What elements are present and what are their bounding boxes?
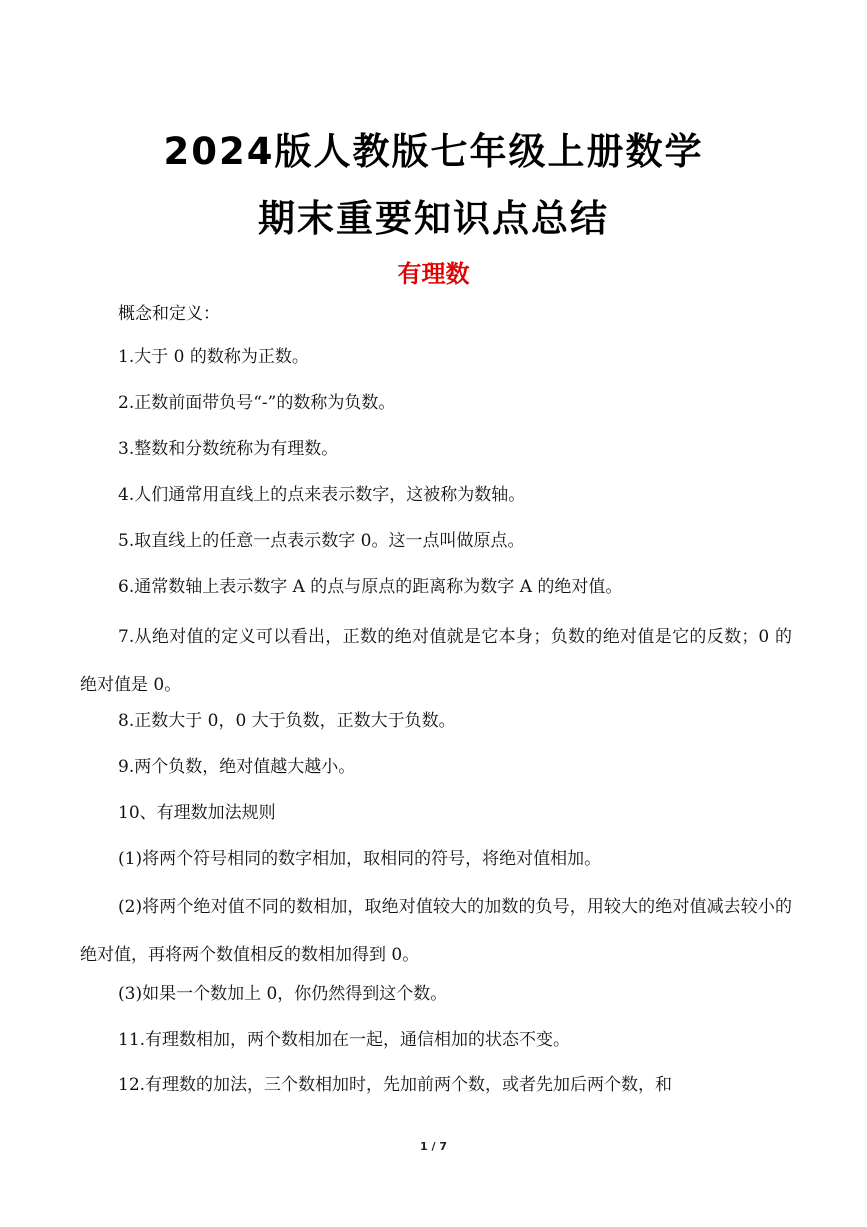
paragraph-item-6: 6.通常数轴上表示数字 A 的点与原点的距离称为数字 A 的绝对值。 — [118, 577, 623, 597]
paragraph-item-9: 9.两个负数，绝对值越大越小。 — [118, 757, 356, 777]
paragraph-rule-3: (3)如果一个数加上 0，你仍然得到这个数。 — [118, 984, 448, 1004]
paragraph-item-4: 4.人们通常用直线上的点来表示数字，这被称为数轴。 — [118, 485, 526, 505]
document-title-line-2: 期末重要知识点总结 — [258, 197, 609, 240]
document-title-line-1: 2024版人教版七年级上册数学 — [163, 130, 704, 173]
page-number: 1 / 7 — [420, 1140, 447, 1153]
paragraph-item-12: 12.有理数的加法，三个数相加时，先加前两个数，或者先加后两个数，和 — [118, 1075, 673, 1095]
paragraph-item-10: 10、有理数加法规则 — [118, 803, 276, 823]
paragraph-item-8: 8.正数大于 0，0 大于负数，正数大于负数。 — [118, 711, 456, 731]
paragraph-rule-2: (2)将两个绝对值不同的数相加，取绝对值较大的加数的负号，用较大的绝对值减去较小的绝对值，再将两个数值相反的数相加得到 0。 — [80, 897, 792, 965]
paragraph-item-7: 7.从绝对值的定义可以看出，正数的绝对值就是它本身；负数的绝对值是它的反数；0 的绝对值是 0。 — [80, 627, 792, 695]
paragraph-item-1: 1.大于 0 的数称为正数。 — [118, 347, 309, 367]
paragraph-concepts-heading: 概念和定义： — [118, 304, 220, 324]
paragraph-item-5: 5.取直线上的任意一点表示数字 0。这一点叫做原点。 — [118, 531, 525, 551]
paragraph-item-11: 11.有理数相加，两个数相加在一起，通信相加的状态不变。 — [118, 1030, 571, 1050]
paragraph-item-3: 3.整数和分数统称为有理数。 — [118, 439, 339, 459]
paragraph-rule-1: (1)将两个符号相同的数字相加，取相同的符号，将绝对值相加。 — [118, 849, 602, 869]
paragraph-item-2: 2.正数前面带负号“-”的数称为负数。 — [118, 393, 396, 413]
section-heading: 有理数 — [397, 260, 470, 288]
